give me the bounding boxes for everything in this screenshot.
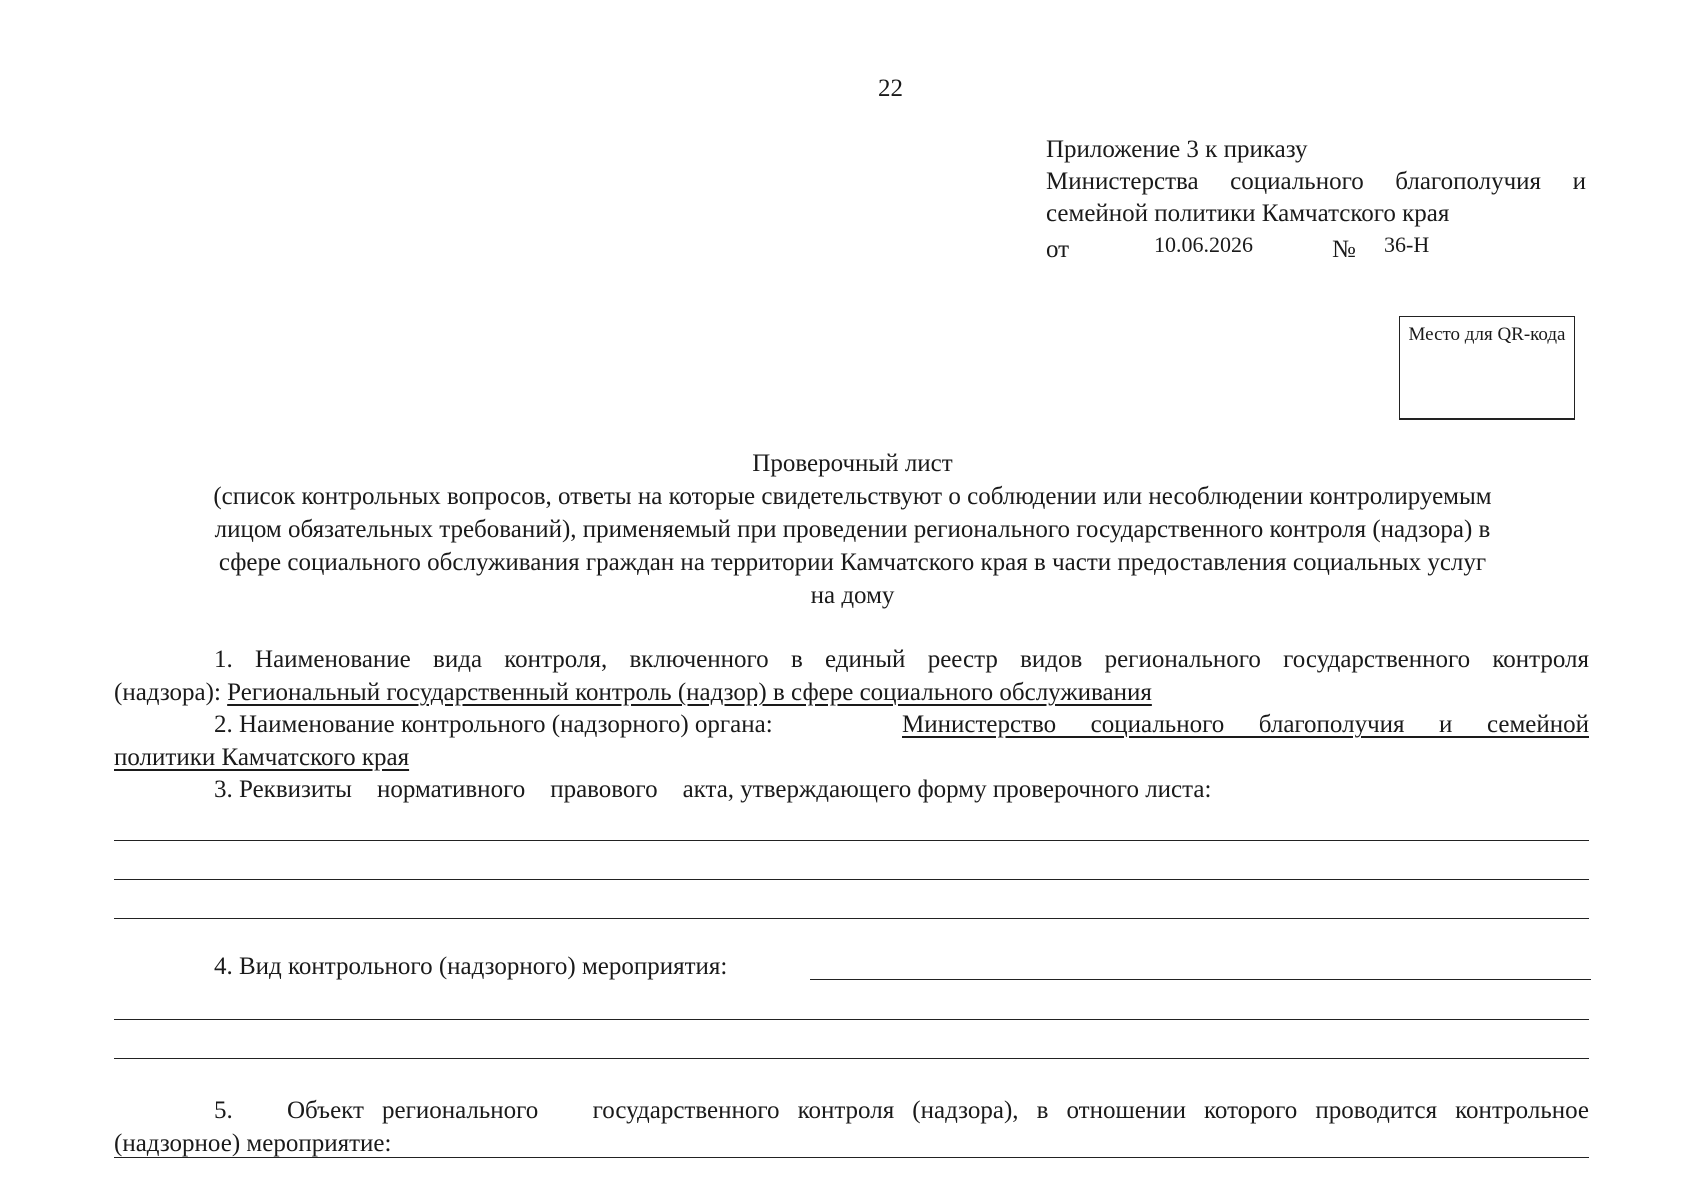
item-3-label: 3. Реквизиты нормативного правового акта, утверждающего форму проверочного листа: (214, 776, 1212, 803)
title-subtitle-line-3: сфере социального обслуживания граждан на территории Камчатского края в части предоставления социальных услуг (218, 549, 1487, 576)
item-1-value-line (114, 676, 1589, 709)
title-subtitle-line-1: (список контрольных вопросов, ответы на которые свидетельствуют о соблюдении или несоблюдении контролируемым (213, 483, 1492, 510)
appendix-header (1046, 134, 1586, 230)
item-1-prefix: (надзора): (114, 679, 228, 706)
item-5-fill-line (114, 1157, 1589, 1158)
appendix-line-3: семейной политики Камчатского края (1046, 200, 1450, 227)
item-1-label: 1. Наименование вида контроля, включенного в единый реестр видов регионального государственного контроля (214, 646, 1589, 673)
order-date: 10.06.2026 (1154, 232, 1253, 257)
number-label: № (1332, 236, 1356, 263)
qr-placeholder-label: Место для QR-кода (1408, 324, 1566, 345)
title-subtitle-line-4: на дому (810, 582, 895, 609)
item-3-fill-line-1 (114, 840, 1589, 841)
qr-code-placeholder (1399, 316, 1575, 420)
item-2-line-2 (114, 741, 1589, 774)
order-number: 36-Н (1384, 232, 1430, 257)
document-title-block (120, 447, 1585, 612)
item-1-value: Региональный государственный контроль (надзор) в сфере социального обслуживания (227, 679, 1152, 706)
item-2-value-part-1: Министерство социального благополучия и семейной (902, 711, 1589, 738)
page-number: 22 (878, 75, 903, 102)
title-subtitle-line-2: лицом обязательных требований), применяемый при проведении регионального государственного контроля (надзора) в (214, 516, 1491, 543)
item-4-label: 4. Вид контрольного (надзорного) мероприятия: (214, 953, 728, 980)
item-2-line-1 (114, 708, 1589, 741)
appendix-line-2: Министерства социального благополучия и (1046, 168, 1586, 195)
appendix-line-1: Приложение 3 к приказу (1046, 136, 1308, 163)
item-5-label: 5. Объект регионального государственного контроля (надзора), в отношении которого проводится контрольное (214, 1097, 1589, 1124)
item-5-line-2: (надзорное) мероприятие: (114, 1130, 392, 1157)
from-label: от (1046, 236, 1070, 263)
item-3-fill-line-3 (114, 918, 1589, 919)
item-2-value-part-2: политики Камчатского края (114, 744, 410, 771)
item-4-fill-line-2 (114, 1058, 1589, 1059)
item-4-fill-line-inline (810, 979, 1591, 980)
item-4-fill-line-1 (114, 1019, 1589, 1020)
item-2-label: 2. Наименование контрольного (надзорного) органа: (214, 711, 773, 738)
item-3-fill-line-2 (114, 879, 1589, 880)
order-date-row (1046, 232, 1466, 262)
document-title: Проверочный лист (752, 450, 953, 477)
